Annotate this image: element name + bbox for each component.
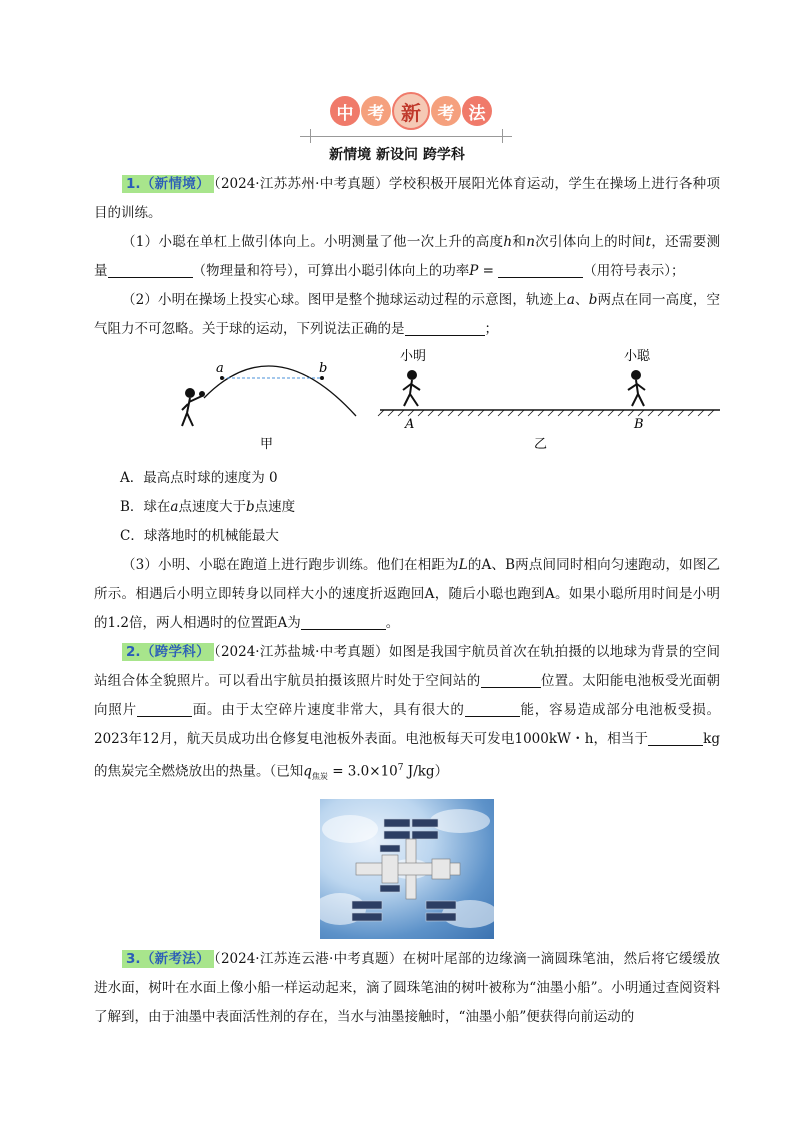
- answer-blank[interactable]: [301, 614, 386, 630]
- q1-part1: （1）小聪在单杠上做引体向上。小明测量了他一次上升的高度h和n次引体向上的时间t，还需要测量 （物理量和符号），可算出小聪引体向上的功率P = （用符号表示）；: [94, 234, 720, 279]
- q3-text: 3.（新考法） （2024·江苏连云港·中考真题）在树叶尾部的边缘滴一滴圆珠笔油，然后将它缓缓放进水面，树叶在水面上像小船一样运动起来，滴了圆珠笔油的树叶被称为“油墨小船”。小明通过查阅资料了解到，由于油墨中表面活性剂的存在，当水与油墨接触时，“油墨小船”便获得向前运动的: [94, 951, 720, 1026]
- space-station-illustration: [320, 799, 494, 939]
- q1-option-b[interactable]: B．球在a点速度大于b点速度: [120, 499, 296, 515]
- ball: [199, 391, 205, 397]
- section-banner: [0, 96, 794, 166]
- label-yi: 乙: [534, 437, 548, 452]
- banner-tick: [502, 129, 503, 143]
- q3-number: 3.（新考法）: [122, 950, 214, 968]
- figure-jia: [182, 361, 356, 452]
- answer-blank[interactable]: [498, 262, 583, 278]
- q1-option-c[interactable]: C．球落地时的机械能最大: [120, 528, 279, 544]
- answer-blank[interactable]: [481, 672, 541, 688]
- answer-blank[interactable]: [465, 701, 520, 717]
- answer-blank[interactable]: [648, 730, 703, 746]
- q1-number: 1.（新情境）: [122, 175, 214, 193]
- point-a: [220, 376, 224, 380]
- banner-char: 考: [431, 96, 461, 126]
- banner-title: [330, 96, 492, 130]
- q1-figures: [94, 348, 720, 458]
- q2-number: 2.（跨学科）: [122, 643, 214, 661]
- label-jia: 甲: [260, 437, 274, 452]
- figure-yi: [378, 349, 720, 452]
- trajectory-curve: [204, 366, 356, 416]
- point-b: [320, 376, 324, 380]
- banner-tick: [310, 129, 311, 143]
- label-xiaocong: 小聪: [624, 349, 651, 364]
- banner-char: 新: [392, 92, 430, 130]
- label-xiaoming: 小明: [400, 349, 427, 364]
- label-a: a: [216, 361, 224, 376]
- q1-part3: （3）小明、小聪在跑道上进行跑步训练。他们在相距为L的A、B两点间同时相向匀速跑动，如图乙所示。相遇后小明立即转身以同样大小的速度折返跑回A，随后小聪也跑到A。如果小聪所用时间是小明的1.2倍，两人相遇时的位置距A为 。: [94, 557, 720, 631]
- banner-char: 法: [462, 96, 492, 126]
- thrower-head: [185, 388, 195, 398]
- banner-char: 中: [330, 96, 360, 126]
- question-content: [94, 170, 720, 1032]
- label-A: A: [405, 417, 415, 432]
- banner-subtitle: 新情境 新设问 跨学科: [329, 147, 465, 163]
- answer-blank[interactable]: [137, 701, 192, 717]
- q1-intro: 1.（新情境） （2024·江苏苏州·中考真题）学校积极开展阳光体育运动，学生在操场上进行各种项目的训练。: [94, 176, 720, 221]
- space-station-photo: [320, 799, 494, 939]
- answer-blank[interactable]: [108, 262, 193, 278]
- ground-hatch: [378, 410, 714, 416]
- q1-part2: （2）小明在操场上投实心球。图甲是整个抛球运动过程的示意图，轨迹上a、b两点在同一高度，空气阻力不可忽略。关于球的运动，下列说法正确的是 ；: [94, 292, 721, 337]
- label-b: b: [319, 361, 328, 376]
- q2-text: 2.（跨学科） （2024·江苏盐城·中考真题）如图是我国宇航员首次在轨拍摄的以地球为背景的空间站组合体全貌照片。可以看出宇航员拍摄该照片时处于空间站的 位置。太阳能电池板受光面朝向照片 面。由于太空碎片速度非常大，具有很大的 能，容易造成部分电池板受损。2023年12月，航天员成功出仓修复电池板外表面。电池板每天可发电1000kW・h，相当于 kg的焦炭完全燃烧放出的热量。（已知$q_{焦炭} = 3.0\times 10^7$ J/kg）: [94, 644, 721, 782]
- label-B: B: [634, 417, 644, 432]
- answer-blank[interactable]: [405, 320, 485, 336]
- q2-photo-wrap: [94, 799, 720, 939]
- q1-option-a[interactable]: A．最高点时球的速度为 0: [120, 470, 278, 486]
- q1-figure-svg: [94, 348, 720, 458]
- banner-char: 考: [361, 96, 391, 126]
- banner-divider: [300, 136, 512, 137]
